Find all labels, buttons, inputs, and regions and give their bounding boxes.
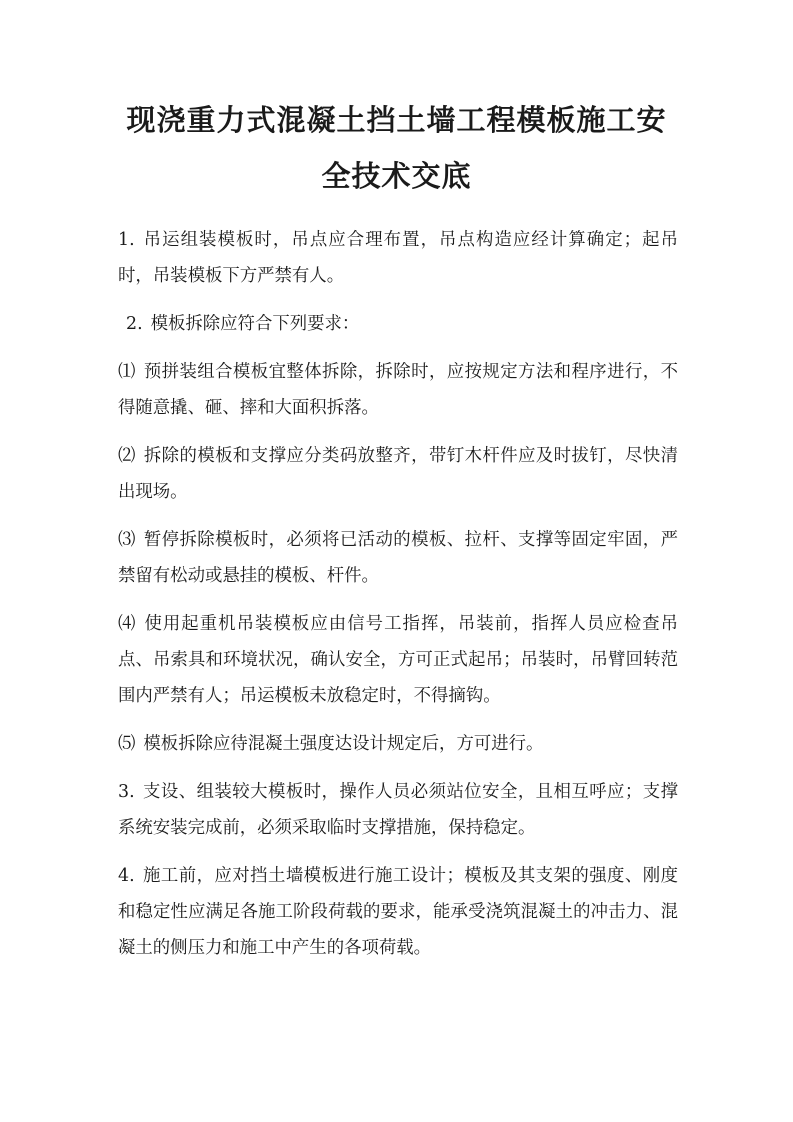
paragraph-2 [118,306,678,342]
paragraph-number: 4. [118,866,135,886]
paragraph-number: ⑶ [118,530,136,550]
paragraph-number: ⑸ [118,734,136,754]
paragraph-4 [118,858,678,966]
paragraph-number: ⑵ [118,446,136,466]
paragraph-1 [118,222,678,294]
paragraph-text: 暂停拆除模板时，必须将已活动的模板、拉杆、支撑等固定牢固，严禁留有松动或悬挂的模板、杆件。 [118,530,678,586]
document-title-line-2: 全技术交底 [321,159,472,193]
paragraph-text: 施工前，应对挡土墙模板进行施工设计；模板及其支架的强度、刚度和稳定性应满足各施工阶段荷载的要求，能承受浇筑混凝土的冲击力、混凝土的侧压力和施工中产生的各项荷载。 [118,866,678,958]
paragraph-number: 1. [118,230,135,250]
paragraph-2-3 [118,522,678,594]
paragraph-text: 支设、组装较大模板时，操作人员必须站位安全，且相互呼应；支撑系统安装完成前，必须采取临时支撑措施，保持稳定。 [118,782,678,838]
paragraph-number: ⑴ [118,362,136,382]
paragraph-text: 预拼装组合模板宜整体拆除，拆除时，应按规定方法和程序进行，不得随意撬、砸、摔和大面积拆落。 [118,362,678,418]
paragraph-2-2 [118,438,678,510]
paragraph-2-5 [118,726,678,762]
document-title-line-1: 现浇重力式混凝土挡土墙工程模板施工安 [126,103,667,137]
paragraph-text: 拆除的模板和支撑应分类码放整齐，带钉木杆件应及时拔钉，尽快清出现场。 [118,446,678,502]
paragraph-number: 3. [118,782,135,802]
paragraph-text: 模板拆除应符合下列要求： [150,314,360,334]
paragraph-text: 模板拆除应待混凝土强度达设计规定后，方可进行。 [143,734,544,754]
paragraph-3 [118,774,678,846]
paragraph-number: ⑷ [118,614,137,634]
paragraph-text: 使用起重机吊装模板应由信号工指挥，吊装前，指挥人员应检查吊点、吊索具和环境状况，确认安全，方可正式起吊；吊装时，吊臂回转范围内严禁有人；吊运模板未放稳定时，不得摘钩。 [118,614,678,706]
paragraph-2-4 [118,606,678,714]
paragraph-text: 吊运组装模板时，吊点应合理布置，吊点构造应经计算确定；起吊时，吊装模板下方严禁有人。 [118,230,678,286]
paragraph-2-1 [118,354,678,426]
document-body [118,222,678,978]
paragraph-number: 2. [126,314,143,334]
